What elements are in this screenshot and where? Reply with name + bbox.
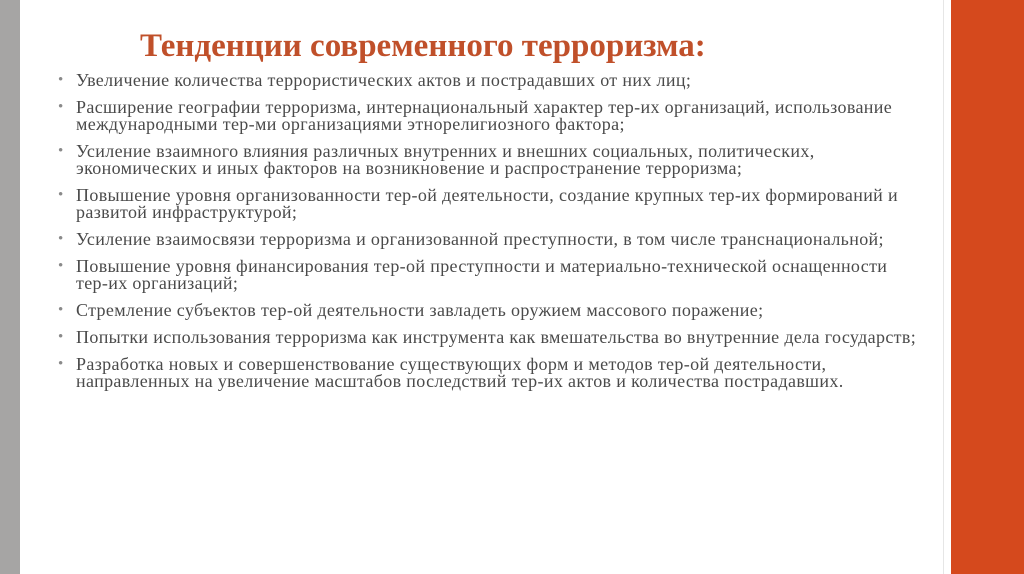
bullet-icon: • — [58, 143, 64, 159]
bullet-icon: • — [58, 258, 64, 274]
list-item-text: Стремление субъектов тер-ой деятельности завладеть оружием массового поражение; — [76, 300, 764, 320]
list-item-text: Расширение географии терроризма, интернациональный характер тер-их организаций, использование международными тер-ми организациями этнорелигиозного фактора; — [76, 97, 893, 134]
bullet-icon: • — [58, 72, 64, 88]
list-item — [58, 72, 918, 89]
bullet-icon: • — [58, 329, 64, 345]
bullet-icon: • — [58, 356, 64, 372]
list-item-text: Усиление взаимосвязи терроризма и организованной преступности, в том числе транснациональной; — [76, 229, 884, 249]
list-item — [58, 143, 918, 177]
bullet-list — [58, 72, 918, 400]
list-item — [58, 329, 918, 346]
bullet-icon: • — [58, 302, 64, 318]
list-item-text: Усиление взаимного влияния различных внутренних и внешних социальных, политических, экономических и иных факторов на возникновение и распространение терроризма; — [76, 141, 815, 178]
list-item-text: Повышение уровня финансирования тер-ой преступности и материально-технической оснащенности тер-их организаций; — [76, 256, 888, 293]
list-item — [58, 356, 918, 390]
bullet-icon: • — [58, 231, 64, 247]
list-item — [58, 302, 918, 319]
list-item — [58, 231, 918, 248]
list-item-text: Разработка новых и совершенствование существующих форм и методов тер-ой деятельности, направленных на увеличение масштабов последствий тер-их актов и количества пострадавших. — [76, 354, 844, 391]
right-accent-bar — [951, 0, 1024, 574]
bullet-icon: • — [58, 187, 64, 203]
right-divider-line — [943, 0, 944, 574]
bullet-icon: • — [58, 99, 64, 115]
list-item — [58, 187, 918, 221]
slide-title: Тенденции современного терроризма: — [140, 28, 706, 64]
list-item — [58, 99, 918, 133]
list-item — [58, 258, 918, 292]
list-item-text: Повышение уровня организованности тер-ой деятельности, создание крупных тер-их формирований и развитой инфраструктурой; — [76, 185, 899, 222]
list-item-text: Увеличение количества террористических актов и пострадавших от них лиц; — [76, 70, 692, 90]
list-item-text: Попытки использования терроризма как инструмента как вмешательства во внутренние дела государств; — [76, 327, 917, 347]
left-decorative-bar — [0, 0, 20, 574]
